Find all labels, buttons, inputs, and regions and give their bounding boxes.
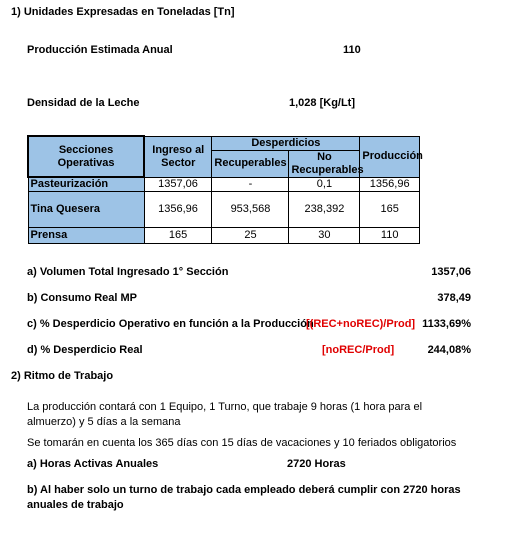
- produccion-label: Producción Estimada Anual: [27, 44, 173, 56]
- result-d-label: d) % Desperdicio Real: [27, 344, 143, 356]
- cell-no-recuperables: 0,1: [289, 177, 360, 191]
- header-recuperables: Recuperables: [212, 150, 289, 177]
- section2-paragraph-1: La producción contará con 1 Equipo, 1 Turno, que trabaje 9 horas (1 hora para el almuerzo) y 5 días a la semana: [27, 401, 423, 428]
- horas-label: a) Horas Activas Anuales: [27, 458, 159, 470]
- result-b-label: b) Consumo Real MP: [27, 292, 138, 304]
- cell-ingreso: 1356,96: [144, 191, 212, 227]
- header-secciones: Secciones Operativas: [28, 136, 144, 177]
- table-row: [28, 191, 420, 227]
- cell-ingreso: 165: [144, 227, 212, 243]
- result-a-value: 1357,06: [431, 266, 471, 278]
- header-ingreso: Ingreso al Sector: [144, 136, 212, 177]
- section2-conclusion: b) Al haber solo un turno de trabajo cada empleado deberá cumplir con 2720 horas anuales de trabajo: [27, 484, 461, 511]
- cell-recuperables: 953,568: [212, 191, 289, 227]
- cell-no-recuperables: 238,392: [289, 191, 360, 227]
- result-d-value: 244,08%: [427, 344, 471, 356]
- cell-recuperables: -: [212, 177, 289, 191]
- result-c-value: 1133,69%: [422, 318, 471, 330]
- horas-value: 2720 Horas: [287, 458, 346, 470]
- header-no-recuperables: No Recuperables: [289, 150, 360, 177]
- section2-paragraph-2: Se tomarán en cuenta los 365 días con 15 días de vacaciones y 10 feriados obligatorios: [27, 437, 457, 449]
- header-produccion: Producción: [360, 136, 420, 177]
- result-c-formula: [(REC+noREC)/Prod]: [306, 318, 416, 330]
- result-b-value: 378,49: [437, 292, 471, 304]
- row-name: Prensa: [28, 227, 144, 243]
- table-row: [28, 227, 420, 243]
- section1-heading: 1) Unidades Expresadas en Toneladas [Tn]: [11, 6, 235, 18]
- result-a-label: a) Volumen Total Ingresado 1° Sección: [27, 266, 229, 278]
- cell-produccion: 1356,96: [360, 177, 420, 191]
- section2-heading: 2) Ritmo de Trabajo: [11, 370, 114, 382]
- header-desperdicios: Desperdicios: [212, 136, 360, 150]
- densidad-value: 1,028 [Kg/Lt]: [289, 97, 356, 109]
- cell-no-recuperables: 30: [289, 227, 360, 243]
- row-name: Pasteurización: [28, 177, 144, 191]
- cell-produccion: 110: [360, 227, 420, 243]
- row-name: Tina Quesera: [28, 191, 144, 227]
- result-d-formula: [noREC/Prod]: [322, 344, 395, 356]
- cell-recuperables: 25: [212, 227, 289, 243]
- produccion-value: 110: [343, 44, 361, 56]
- cell-produccion: 165: [360, 191, 420, 227]
- result-c-label: c) % Desperdicio Operativo en función a la Producción: [27, 318, 314, 330]
- operations-table: [27, 135, 423, 241]
- table-row: [28, 177, 420, 191]
- cell-ingreso: 1357,06: [144, 177, 212, 191]
- densidad-label: Densidad de la Leche: [27, 97, 140, 109]
